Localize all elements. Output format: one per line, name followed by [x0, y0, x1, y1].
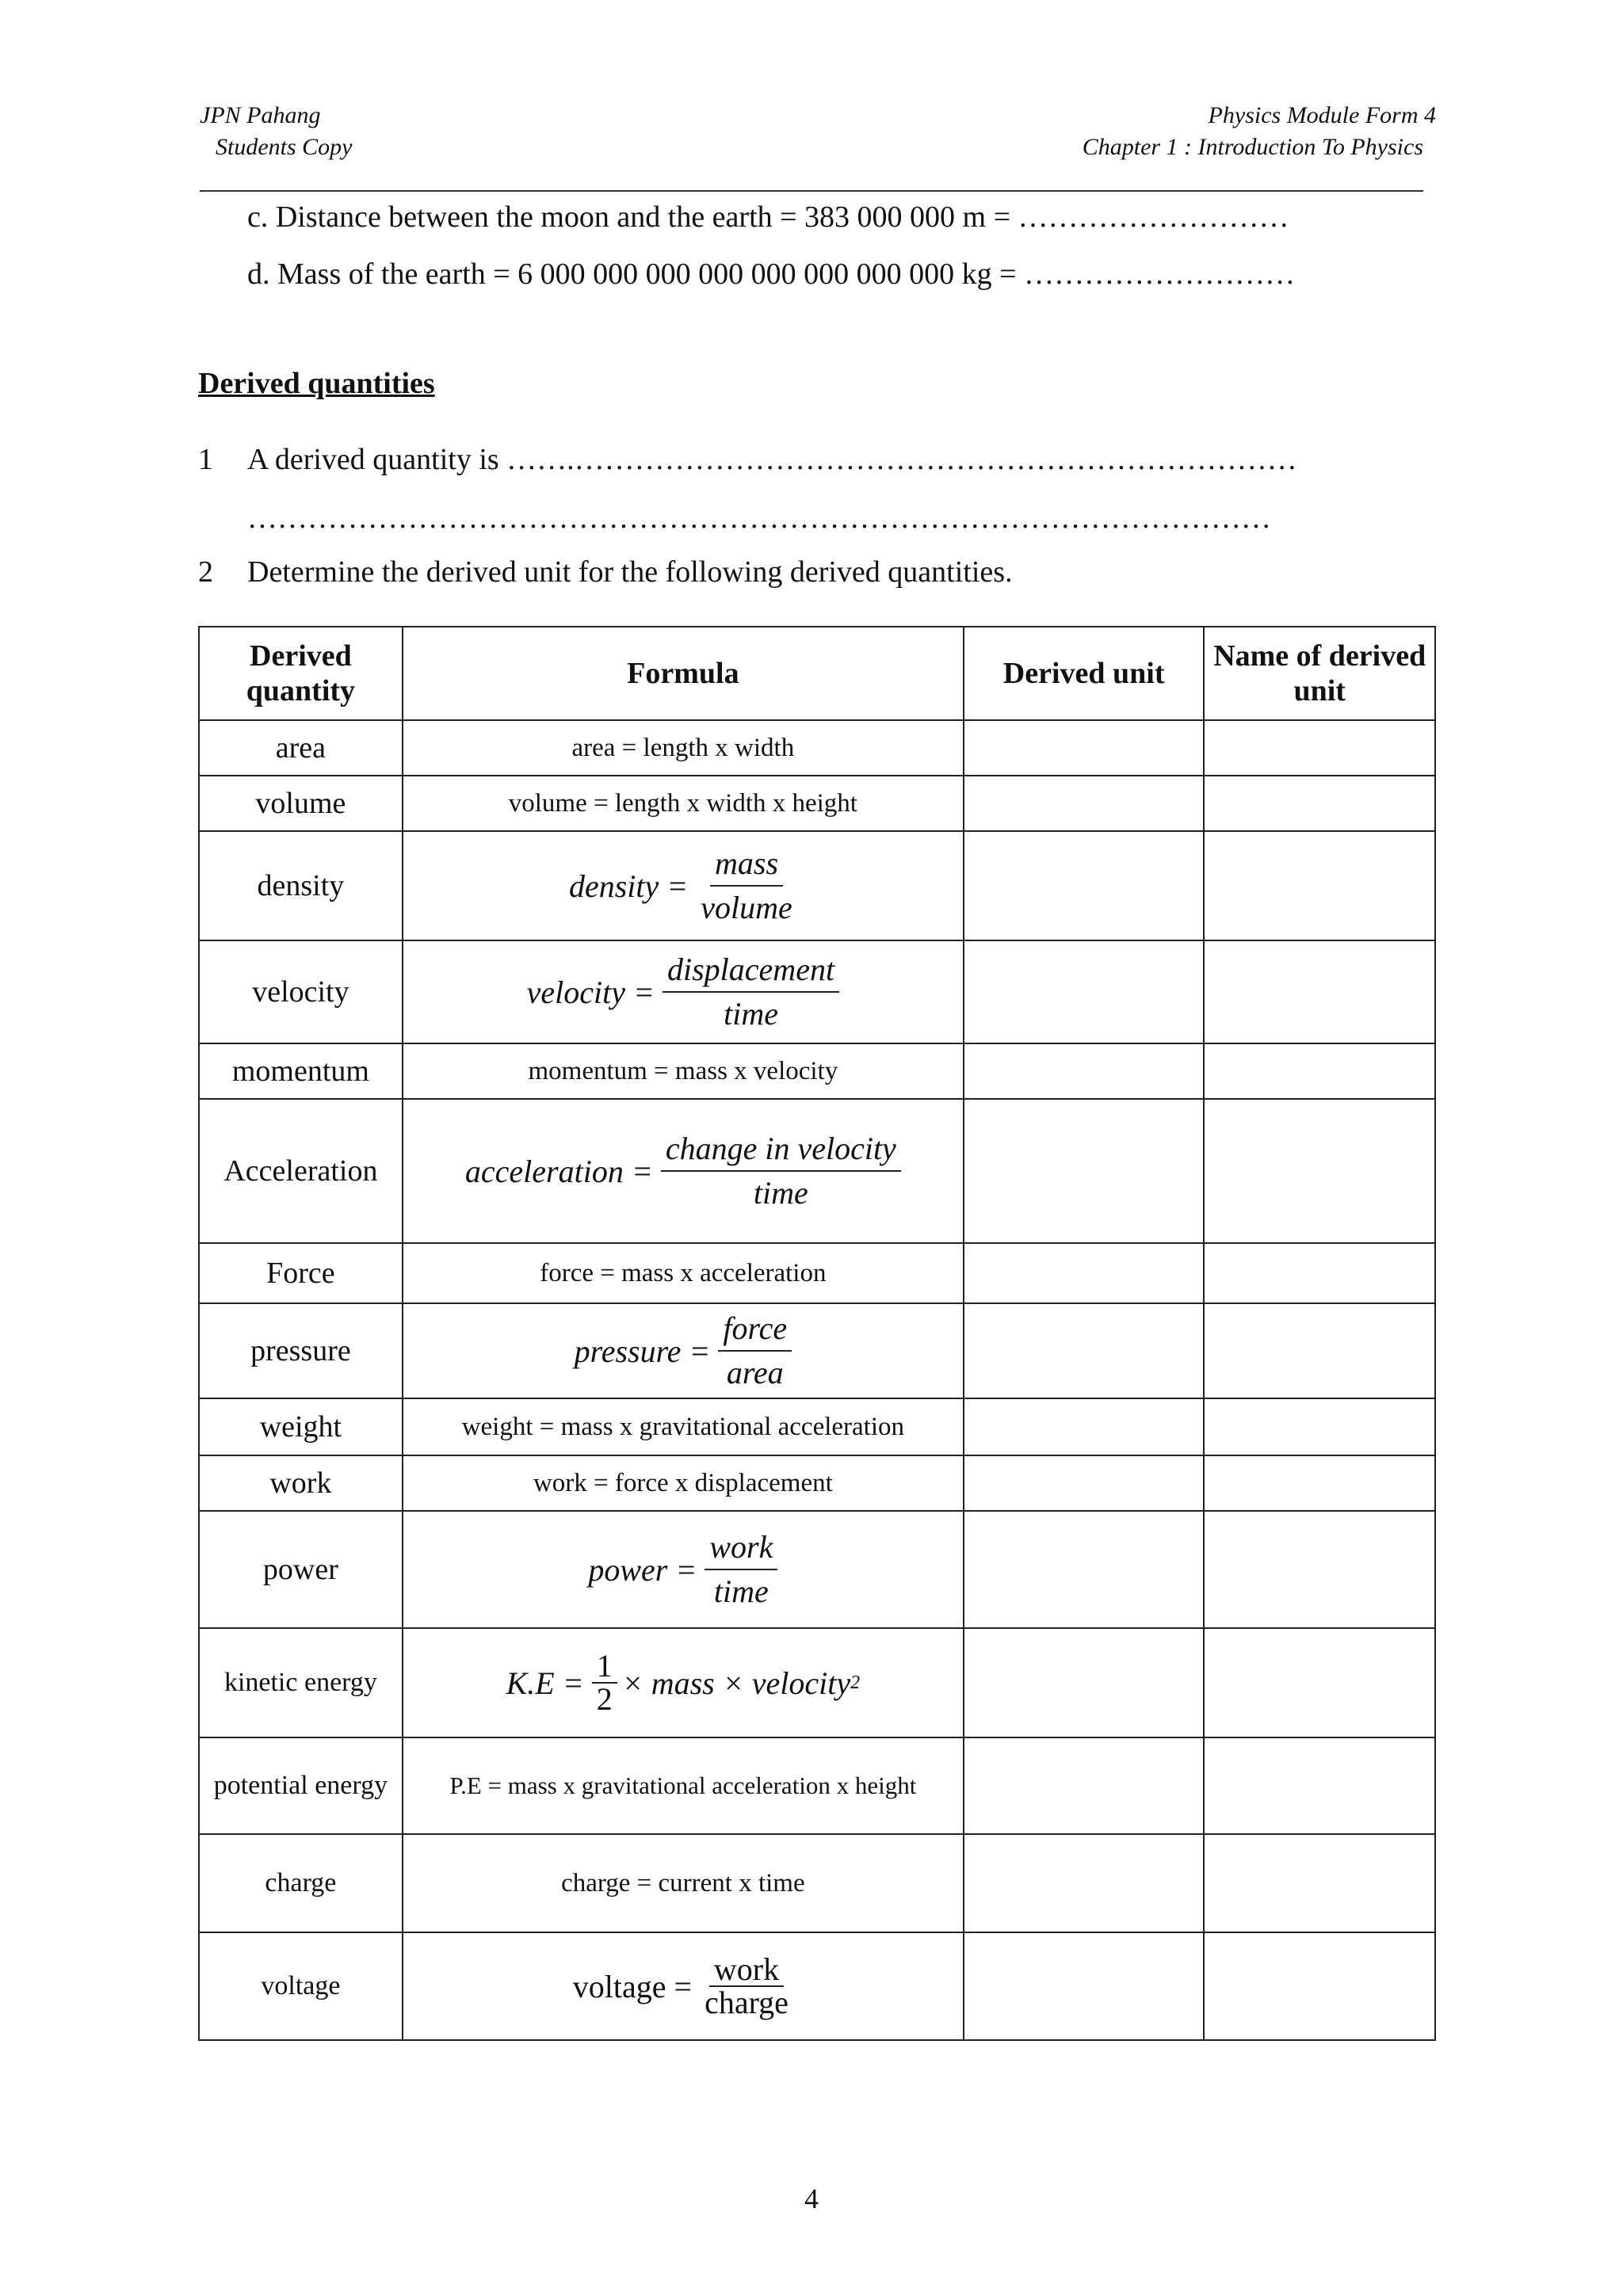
kinetic-energy-formula: [506, 1650, 860, 1715]
unit-name-answer-cell[interactable]: [1204, 720, 1435, 776]
quantity-cell: momentum: [199, 1043, 403, 1099]
density-formula: [569, 845, 797, 926]
header-copy-label: Students Copy: [216, 134, 353, 160]
table-row: [199, 1834, 1435, 1932]
derived-unit-answer-cell[interactable]: [964, 940, 1205, 1043]
header-formula: Formula: [403, 627, 964, 720]
derived-unit-answer-cell[interactable]: [964, 1398, 1205, 1455]
acceleration-formula: [465, 1131, 901, 1211]
formula-cell: [403, 1511, 964, 1628]
formula-cell: [403, 1099, 964, 1243]
table-row: [199, 720, 1435, 776]
quantity-cell: area: [199, 720, 403, 776]
velocity-formula: [527, 952, 839, 1032]
formula-cell: momentum = mass x velocity: [403, 1043, 964, 1099]
quantity-cell: pressure: [199, 1303, 403, 1398]
formula-cell: [403, 831, 964, 940]
formula-denominator: 2: [596, 1681, 613, 1717]
table-row: [199, 1455, 1435, 1511]
formula-numerator: displacement: [663, 952, 839, 993]
header-module-title: Physics Module Form 4: [1208, 102, 1436, 128]
table-row: [199, 1511, 1435, 1628]
derived-unit-answer-cell[interactable]: [964, 1303, 1205, 1398]
table-header-row: [199, 627, 1435, 720]
unit-name-answer-cell[interactable]: [1204, 831, 1435, 940]
quantity-cell: work: [199, 1455, 403, 1511]
pressure-formula: [575, 1310, 792, 1391]
unit-name-answer-cell[interactable]: [1204, 940, 1435, 1043]
formula-cell: P.E = mass x gravitational acceleration x height: [403, 1737, 964, 1834]
derived-unit-answer-cell[interactable]: [964, 1243, 1205, 1303]
derived-units-table: [198, 626, 1436, 2041]
quantity-cell: density: [199, 831, 403, 940]
unit-name-answer-cell[interactable]: [1204, 1455, 1435, 1511]
formula-numerator: change in velocity: [661, 1131, 901, 1172]
derived-unit-answer-cell[interactable]: [964, 831, 1205, 940]
quantity-cell: velocity: [199, 940, 403, 1043]
table-row: [199, 1303, 1435, 1398]
quantity-cell: kinetic energy: [199, 1628, 403, 1737]
formula-denominator: volume: [701, 890, 792, 925]
formula-numerator: force: [718, 1310, 792, 1352]
quantity-cell: volume: [199, 776, 403, 831]
question-1-text: A derived quantity is …….………………………………………………………………: [247, 443, 1297, 476]
question-1-number: 1: [198, 443, 213, 476]
unit-name-answer-cell[interactable]: [1204, 776, 1435, 831]
derived-unit-answer-cell[interactable]: [964, 1834, 1205, 1932]
formula-lhs: density =: [568, 868, 689, 904]
unit-name-answer-cell[interactable]: [1204, 1511, 1435, 1628]
quantity-cell: potential energy: [199, 1737, 403, 1834]
item-d: d. Mass of the earth = 6 000 000 000 000 000 000 000 000 kg = ………………………: [247, 257, 1296, 291]
derived-unit-answer-cell[interactable]: [964, 776, 1205, 831]
formula-cell: [403, 1932, 964, 2040]
question-1-answer-line: …………………………………………………………………………………………: [247, 502, 1271, 535]
formula-lhs: power =: [588, 1551, 697, 1588]
formula-lhs: acceleration =: [464, 1153, 653, 1189]
formula-lhs: K.E =: [506, 1665, 584, 1701]
unit-name-answer-cell[interactable]: [1204, 1303, 1435, 1398]
voltage-formula: [572, 1951, 793, 2020]
derived-unit-answer-cell[interactable]: [964, 720, 1205, 776]
header-org: JPN Pahang: [200, 102, 321, 128]
derived-unit-answer-cell[interactable]: [964, 1737, 1205, 1834]
header-name-of-derived-unit: Name of derived unit: [1204, 627, 1435, 720]
formula-numerator: work: [709, 1954, 784, 1987]
unit-name-answer-cell[interactable]: [1204, 1398, 1435, 1455]
derived-unit-answer-cell[interactable]: [964, 1932, 1205, 2040]
formula-cell: force = mass x acceleration: [403, 1243, 964, 1303]
derived-unit-answer-cell[interactable]: [964, 1043, 1205, 1099]
table-row: [199, 1628, 1435, 1737]
derived-unit-answer-cell[interactable]: [964, 1511, 1205, 1628]
formula-numerator: work: [705, 1529, 777, 1570]
table-row: [199, 1043, 1435, 1099]
question-2-number: 2: [198, 555, 213, 589]
derived-unit-answer-cell[interactable]: [964, 1628, 1205, 1737]
page-number: 4: [804, 2183, 819, 2214]
formula-cell: [403, 1303, 964, 1398]
quantity-cell: voltage: [199, 1932, 403, 2040]
formula-cell: area = length x width: [403, 720, 964, 776]
table-row: [199, 940, 1435, 1043]
quantity-cell: Acceleration: [199, 1099, 403, 1243]
header-derived-unit: Derived unit: [964, 627, 1205, 720]
unit-name-answer-cell[interactable]: [1204, 1834, 1435, 1932]
quantity-cell: weight: [199, 1398, 403, 1455]
table-row: [199, 1243, 1435, 1303]
formula-cell: [403, 1628, 964, 1737]
question-2-text: Determine the derived unit for the following derived quantities.: [247, 555, 1013, 589]
power-formula: [588, 1529, 777, 1610]
item-c: c. Distance between the moon and the earth = 383 000 000 m = ………………………: [247, 200, 1289, 234]
unit-name-answer-cell[interactable]: [1204, 1043, 1435, 1099]
formula-rest: × mass × velocity: [621, 1665, 851, 1701]
formula-denominator: time: [713, 1573, 769, 1609]
formula-cell: weight = mass x gravitational acceleration: [403, 1398, 964, 1455]
formula-cell: volume = length x width x height: [403, 776, 964, 831]
unit-name-answer-cell[interactable]: [1204, 1737, 1435, 1834]
table-row: [199, 831, 1435, 940]
derived-unit-answer-cell[interactable]: [964, 1455, 1205, 1511]
table-row: [199, 1099, 1435, 1243]
quantity-cell: charge: [199, 1834, 403, 1932]
formula-denominator: area: [726, 1355, 784, 1390]
formula-cell: [403, 940, 964, 1043]
section-title: Derived quantities: [198, 367, 435, 400]
unit-name-answer-cell[interactable]: [1204, 1243, 1435, 1303]
formula-denominator: time: [753, 1175, 808, 1211]
unit-name-answer-cell[interactable]: [1204, 1099, 1435, 1243]
formula-cell: work = force x displacement: [403, 1455, 964, 1511]
formula-lhs: pressure =: [574, 1333, 711, 1369]
header-divider: [200, 190, 1423, 192]
formula-numerator: 1: [592, 1650, 617, 1684]
table-row: [199, 776, 1435, 831]
formula-denominator: time: [724, 996, 778, 1032]
formula-lhs: velocity =: [526, 974, 655, 1010]
formula-numerator: mass: [710, 845, 783, 887]
header-chapter-title: Chapter 1 : Introduction To Physics: [1082, 134, 1423, 160]
formula-lhs: voltage =: [572, 1968, 693, 2004]
quantity-cell: Force: [199, 1243, 403, 1303]
unit-name-answer-cell[interactable]: [1204, 1932, 1435, 2040]
table-row: [199, 1932, 1435, 2040]
table-row: [199, 1398, 1435, 1455]
table-row: [199, 1737, 1435, 1834]
unit-name-answer-cell[interactable]: [1204, 1628, 1435, 1737]
formula-denominator: charge: [705, 1985, 789, 2020]
formula-exponent: 2: [850, 1672, 861, 1693]
header-derived-quantity: Derived quantity: [199, 627, 403, 720]
formula-cell: charge = current x time: [403, 1834, 964, 1932]
derived-unit-answer-cell[interactable]: [964, 1099, 1205, 1243]
quantity-cell: power: [199, 1511, 403, 1628]
